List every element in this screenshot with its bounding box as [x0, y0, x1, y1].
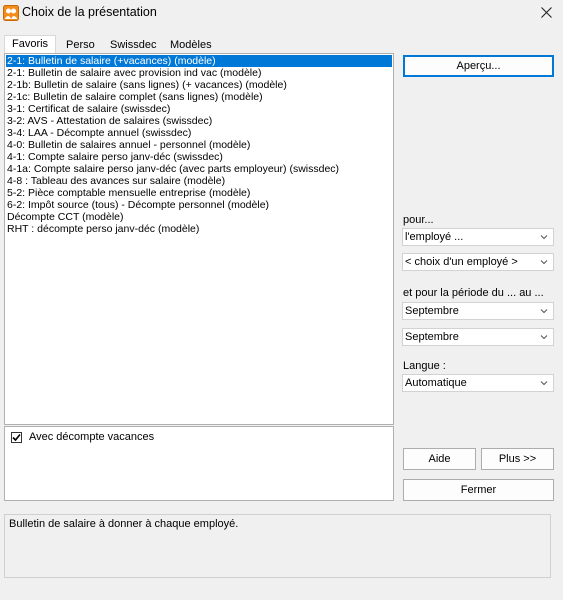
- help-button[interactable]: Aide: [403, 448, 476, 470]
- title-bar: [0, 0, 563, 26]
- chevron-down-icon: [539, 306, 549, 316]
- chevron-down-icon: [539, 257, 549, 267]
- checkmark-icon: [12, 433, 21, 442]
- list-item[interactable]: 2-1c: Bulletin de salaire complet (sans lignes) (modèle): [7, 91, 263, 103]
- chevron-down-icon: [539, 378, 549, 388]
- language-select[interactable]: [402, 374, 554, 392]
- list-item[interactable]: 2-1b: Bulletin de salaire (sans lignes) (+ vacances) (modèle): [7, 79, 287, 91]
- app-icon: [3, 5, 19, 21]
- language-label: Langue :: [403, 360, 446, 372]
- close-icon: [541, 7, 552, 18]
- tab-modeles[interactable]: Modèles: [170, 39, 212, 51]
- period-label: et pour la période du ... au ...: [403, 287, 544, 299]
- list-item[interactable]: 4-0: Bulletin de salaires annuel - personnel (modèle): [7, 139, 251, 151]
- list-item[interactable]: 5-2: Pièce comptable mensuelle entreprise (modèle): [7, 187, 251, 199]
- list-item[interactable]: 4-8 : Tableau des avances sur salaire (modèle): [7, 175, 226, 187]
- close-window-button[interactable]: [529, 0, 563, 26]
- period-from-value: Septembre: [405, 305, 459, 317]
- employee-scope-value: l'employé ...: [405, 231, 464, 243]
- tab-perso[interactable]: Perso: [66, 39, 95, 51]
- vacances-checkbox-label: Avec décompte vacances: [29, 431, 155, 443]
- tab-swissdec[interactable]: Swissdec: [110, 39, 157, 51]
- list-item[interactable]: 4-1a: Compte salaire perso janv-déc (avec parts employeur) (swissdec): [7, 163, 340, 175]
- period-to-select[interactable]: [402, 328, 554, 346]
- period-from-select[interactable]: [402, 302, 554, 320]
- employee-choice-select[interactable]: [402, 253, 554, 271]
- language-value: Automatique: [405, 377, 467, 389]
- window-title: Choix de la présentation: [22, 5, 157, 19]
- for-label: pour...: [403, 214, 434, 226]
- more-button[interactable]: Plus >>: [481, 448, 554, 470]
- chevron-down-icon: [539, 232, 549, 242]
- period-to-value: Septembre: [405, 331, 459, 343]
- list-item[interactable]: 3-1: Certificat de salaire (swissdec): [7, 103, 171, 115]
- list-item[interactable]: 3-4: LAA - Décompte annuel (swissdec): [7, 127, 192, 139]
- vacances-checkbox[interactable]: [11, 432, 22, 443]
- chevron-down-icon: [539, 332, 549, 342]
- list-item[interactable]: Décompte CCT (modèle): [7, 211, 124, 223]
- report-list[interactable]: [4, 53, 394, 425]
- employee-scope-select[interactable]: [402, 228, 554, 246]
- description-text: Bulletin de salaire à donner à chaque employé.: [9, 518, 239, 530]
- preview-button[interactable]: Aperçu...: [403, 55, 554, 77]
- list-item[interactable]: 2-1: Bulletin de salaire (+vacances) (modèle): [6, 55, 392, 67]
- list-item[interactable]: 2-1: Bulletin de salaire avec provision ind vac (modèle): [7, 67, 262, 79]
- list-item[interactable]: 4-1: Compte salaire perso janv-déc (swissdec): [7, 151, 223, 163]
- list-item[interactable]: 3-2: AVS - Attestation de salaires (swissdec): [7, 115, 213, 127]
- options-panel: [4, 426, 394, 501]
- list-item[interactable]: RHT : décompte perso janv-déc (modèle): [7, 223, 200, 235]
- close-button[interactable]: Fermer: [403, 479, 554, 501]
- list-item[interactable]: 6-2: Impôt source (tous) - Décompte personnel (modèle): [7, 199, 270, 211]
- description-panel: [4, 514, 551, 578]
- tab-favoris[interactable]: Favoris: [4, 35, 56, 54]
- employee-choice-value: < choix d'un employé >: [405, 256, 518, 268]
